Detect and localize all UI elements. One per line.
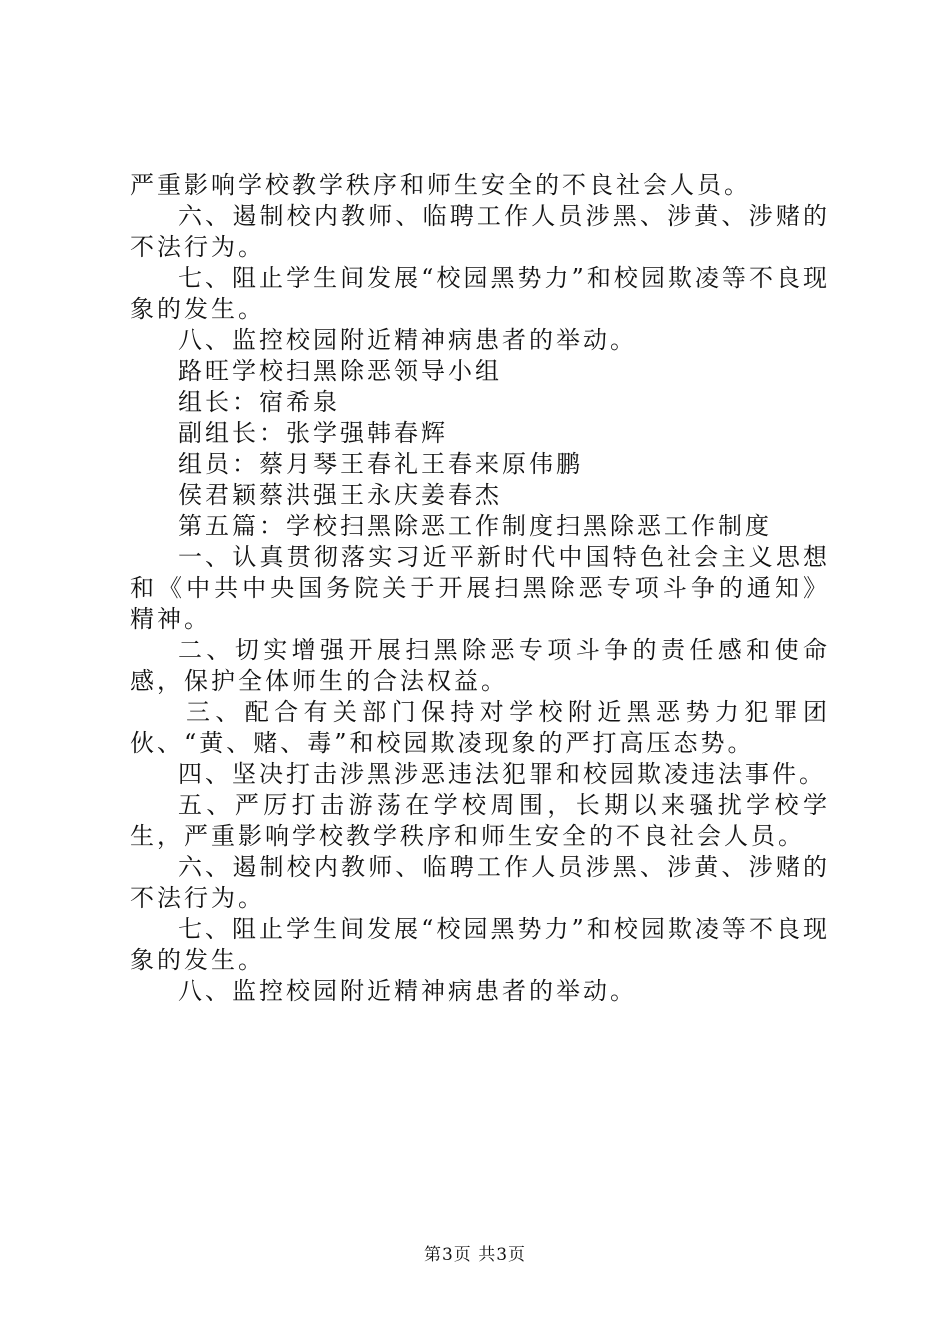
paragraph-item-6: 六、遏制校内教师、临聘工作人员涉黑、涉黄、涉赌的不法行为。 — [130, 202, 830, 261]
group-leader: 组长：宿希泉 — [178, 388, 340, 416]
section-heading: 第五篇：学校扫黑除恶工作制度扫黑除恶工作制度 — [178, 512, 772, 540]
paragraph-item-7-repeat: 七、阻止学生间发展“校园黑势力”和校园欺凌等不良现象的发生。 — [130, 915, 830, 974]
paragraph-item-1: 一、认真贯彻落实习近平新时代中国特色社会主义思想和《中共中央国务院关于开展扫黑除恶专项斗争的通知》精神。 — [130, 543, 830, 633]
paragraph-item-6-repeat: 六、遏制校内教师、临聘工作人员涉黑、涉黄、涉赌的不法行为。 — [130, 853, 830, 912]
paragraph-item-7: 七、阻止学生间发展“校园黑势力”和校园欺凌等不良现象的发生。 — [130, 264, 830, 323]
page-footer — [0, 1244, 950, 1266]
paragraph-item-5: 五、严厉打击游荡在学校周围，长期以来骚扰学校学生，严重影响学校教学秩序和师生安全的不良社会人员。 — [130, 791, 830, 850]
page-number-label: 第3页 共3页 — [423, 1245, 527, 1265]
paragraph-item-8-repeat: 八、监控校园附近精神病患者的举动。 — [178, 977, 637, 1005]
paragraph-item-3: 三、配合有关部门保持对学校附近黑恶势力犯罪团伙、“黄、赌、毒”和校园欺凌现象的严打高压态势。 — [130, 698, 830, 757]
group-deputy-leader: 副组长：张学强韩春辉 — [178, 419, 448, 447]
paragraph-continuation: 严重影响学校教学秩序和师生安全的不良社会人员。 — [130, 171, 751, 199]
group-members-continued: 侯君颖蔡洪强王永庆姜春杰 — [178, 481, 502, 509]
group-members: 组员：蔡月琴王春礼王春来原伟鹏 — [178, 450, 583, 478]
document-body — [130, 170, 830, 1007]
paragraph-item-8: 八、监控校园附近精神病患者的举动。 — [178, 326, 637, 354]
paragraph-item-4: 四、坚决打击涉黑涉恶违法犯罪和校园欺凌违法事件。 — [178, 760, 826, 788]
group-title: 路旺学校扫黑除恶领导小组 — [178, 357, 502, 385]
paragraph-item-2: 二、切实增强开展扫黑除恶专项斗争的责任感和使命感，保护全体师生的合法权益。 — [130, 636, 830, 695]
